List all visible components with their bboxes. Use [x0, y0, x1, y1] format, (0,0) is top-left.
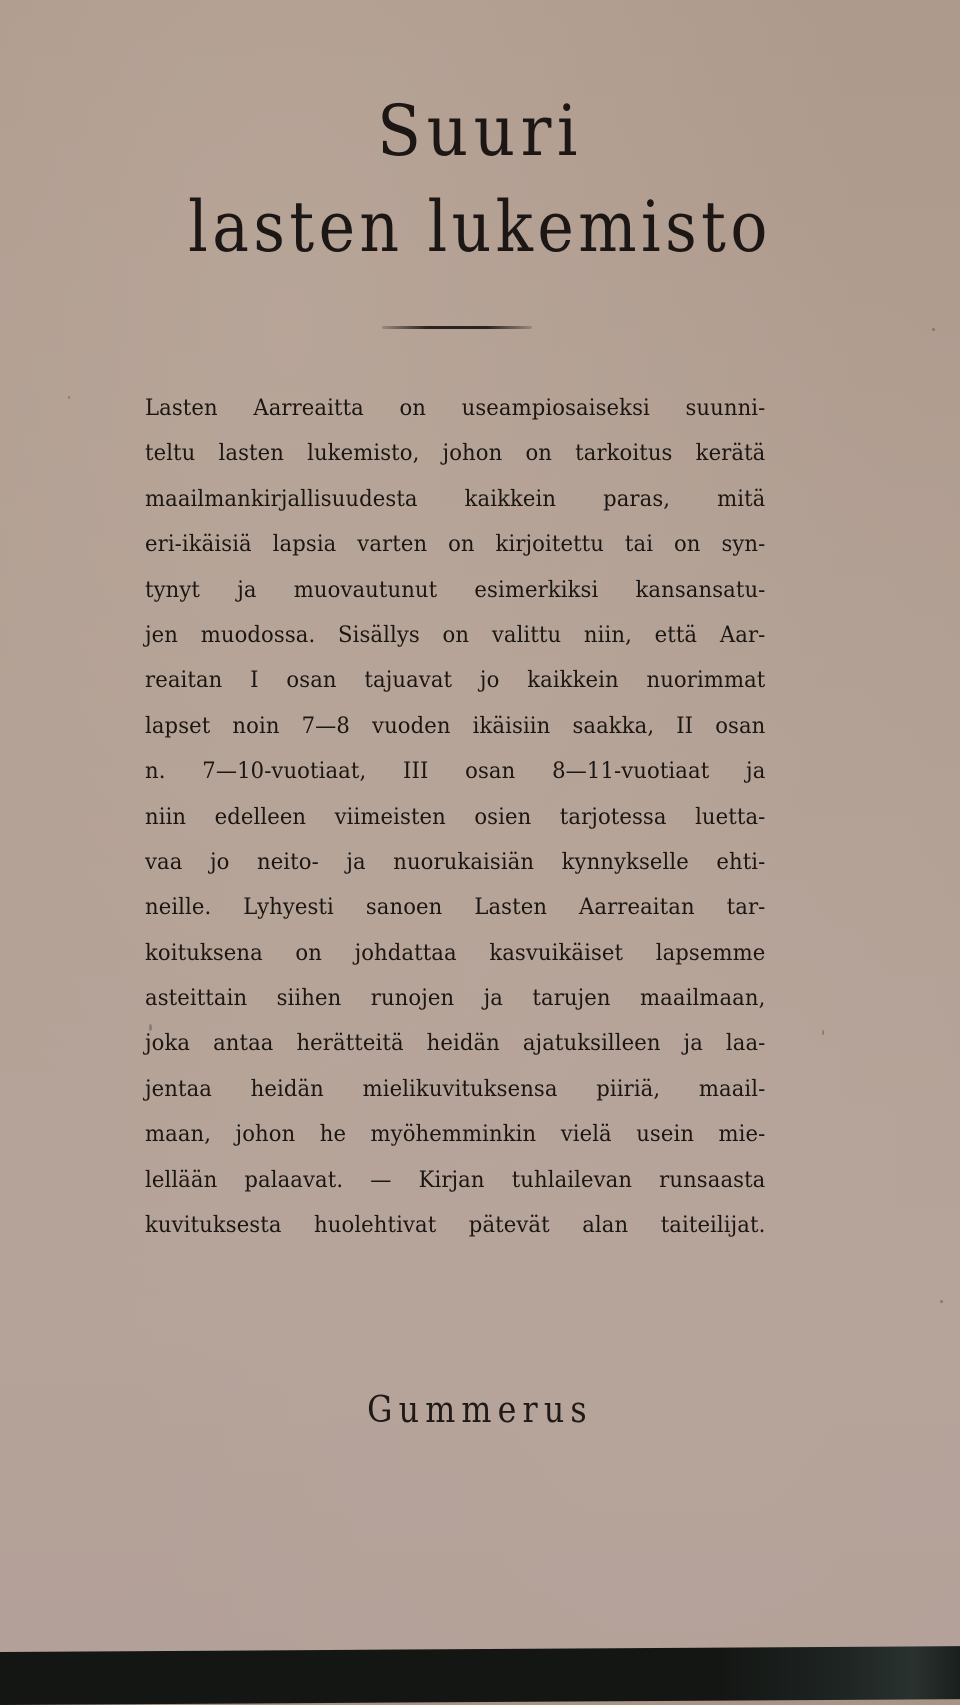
publisher-name: Gummerus	[367, 1390, 593, 1431]
description-line: niin edelleen viimeisten osien tarjotessa luetta-	[145, 803, 766, 830]
description-line: asteittain siihen runojen ja tarujen maailmaan,	[145, 985, 766, 1012]
description-line: n. 7—10-vuotiaat, III osan 8—11-vuotiaat ja	[145, 758, 766, 785]
description-line: maan, johon he myöhemminkin vielä usein mie-	[145, 1121, 766, 1148]
description-paragraph	[145, 386, 765, 1248]
title-line-2: lasten lukemisto	[188, 186, 772, 268]
decorative-divider	[382, 326, 532, 329]
paper-speck	[68, 396, 70, 399]
description-line: eri-ikäisiä lapsia varten on kirjoitettu tai on syn-	[145, 531, 766, 558]
description-line: teltu lasten lukemisto, johon on tarkoitus kerätä	[145, 440, 766, 467]
paper-speck	[149, 1024, 152, 1031]
paper-speck	[940, 1300, 943, 1303]
description-line: joka antaa herätteitä heidän ajatuksilleen ja laa-	[145, 1030, 766, 1057]
description-line: tynyt ja muovautunut esimerkiksi kansansatu-	[145, 576, 766, 603]
description-line: koituksena on johdattaa kasvuikäiset lapsemme	[145, 939, 766, 966]
description-line: jen muodossa. Sisällys on valittu niin, että Aar-	[145, 621, 766, 648]
description-line: reaitan I osan tajuavat jo kaikkein nuorimmat	[145, 667, 766, 694]
description-line: vaa jo neito- ja nuorukaisiän kynnykselle ehti-	[145, 848, 766, 875]
paper-speck	[822, 1030, 824, 1035]
description-line: lapset noin 7—8 vuoden ikäisiin saakka, II osan	[145, 712, 766, 739]
description-line: maailmankirjallisuudesta kaikkein paras, mitä	[145, 485, 766, 512]
paper-speck	[932, 328, 935, 331]
description-line: lellään palaavat. — Kirjan tuhlailevan runsaasta	[145, 1166, 766, 1193]
description-line: Lasten Aarreaitta on useampiosaiseksi suunni-	[145, 395, 766, 421]
title-line-1: Suuri	[376, 90, 584, 172]
dark-surface-edge	[0, 1646, 960, 1705]
description-line: jentaa heidän mielikuvituksensa piiriä, maail-	[145, 1075, 766, 1102]
description-line: neille. Lyhyesti sanoen Lasten Aarreaitan tar-	[145, 894, 766, 921]
description-line: kuvituksesta huolehtivat pätevät alan taiteilijat.	[145, 1212, 766, 1239]
